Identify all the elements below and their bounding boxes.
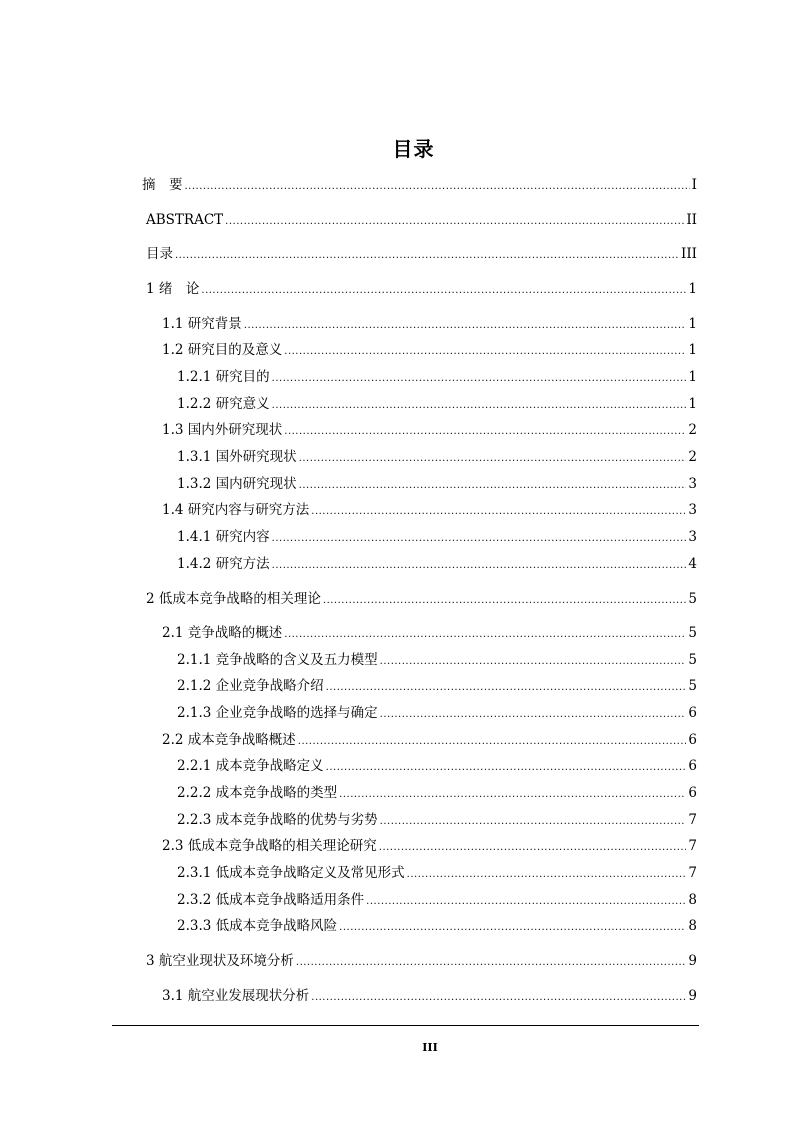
dot-leader xyxy=(380,706,687,724)
dot-leader xyxy=(339,786,686,804)
toc-entry-label: 2.1.1 竞争战略的含义及五力模型 xyxy=(177,652,378,668)
toc-entry-label: 1.3.1 国外研究现状 xyxy=(177,449,297,465)
toc-entry-page: 5 xyxy=(688,591,697,607)
dot-leader xyxy=(326,759,687,777)
toc-entry-1-4-2[interactable] xyxy=(177,555,697,575)
toc-entry-page: 6 xyxy=(688,785,697,801)
toc-entry-1-4[interactable] xyxy=(162,501,697,521)
toc-entry-page: 1 xyxy=(688,281,697,297)
toc-entry-label: 1.2.1 研究目的 xyxy=(177,369,270,385)
dot-leader xyxy=(201,282,686,300)
toc-entry-1-3[interactable] xyxy=(162,421,697,441)
toc-entry-label: 3.1 航空业发展现状分析 xyxy=(162,988,310,1004)
dot-leader xyxy=(323,592,687,610)
toc-entry-2-1-1[interactable] xyxy=(177,651,697,671)
toc-entry-2-1-3[interactable] xyxy=(177,704,697,724)
toc-entry-page: 7 xyxy=(688,812,697,828)
toc-entry-page: 2 xyxy=(688,422,697,438)
toc-entry-label: 1.4.1 研究内容 xyxy=(177,529,270,545)
toc-entry-page: I xyxy=(691,177,697,193)
toc-entry-page: 1 xyxy=(688,369,697,385)
toc-entry-label: 2.3.3 低成本竞争战略风险 xyxy=(177,918,338,934)
toc-entry-2-1-2[interactable] xyxy=(177,677,697,697)
toc-entry-contents[interactable] xyxy=(146,245,697,265)
toc-entry-2-2-3[interactable] xyxy=(177,811,697,831)
toc-entry-2-3-1[interactable] xyxy=(177,864,697,884)
dot-leader xyxy=(311,503,686,521)
toc-entry-page: 1 xyxy=(688,396,697,412)
dot-leader xyxy=(272,397,687,415)
toc-entry-page: 6 xyxy=(688,758,697,774)
toc-entry-label: 1.2.2 研究意义 xyxy=(177,396,270,412)
toc-entry-label: 1.2 研究目的及意义 xyxy=(162,342,283,358)
toc-entry-1-1[interactable] xyxy=(162,315,697,335)
dot-leader xyxy=(244,317,687,335)
toc-entry-1-2-2[interactable] xyxy=(177,395,697,415)
toc-entry-label: 2.1.2 企业竞争战略介绍 xyxy=(177,678,324,694)
toc-entry-ch2[interactable] xyxy=(146,590,697,610)
toc-entry-page: III xyxy=(681,246,697,262)
toc-entry-label: 2.3 低成本竞争战略的相关理论研究 xyxy=(162,838,377,854)
toc-entry-label: 1.4.2 研究方法 xyxy=(177,556,270,572)
toc-entry-page: 1 xyxy=(688,342,697,358)
toc-entry-label: 1.3.2 国内研究现状 xyxy=(177,476,297,492)
toc-entry-abstract-cn[interactable] xyxy=(142,176,697,196)
toc-entry-label: 2.1.3 企业竞争战略的选择与确定 xyxy=(177,705,378,721)
toc-entry-label: 2.2 成本竞争战略概述 xyxy=(162,732,296,748)
toc-entry-page: 3 xyxy=(688,502,697,518)
toc-entry-ch3[interactable] xyxy=(146,952,697,972)
dot-leader xyxy=(284,626,686,644)
toc-entry-page: 9 xyxy=(688,953,697,969)
dot-leader xyxy=(311,989,686,1007)
toc-entry-page: 5 xyxy=(688,625,697,641)
dot-leader xyxy=(284,423,686,441)
toc-entry-2-1[interactable] xyxy=(162,624,697,644)
toc-entry-label: 1.4 研究内容与研究方法 xyxy=(162,502,310,518)
toc-entry-2-3-3[interactable] xyxy=(177,917,697,937)
toc-entry-page: 9 xyxy=(688,988,697,1004)
dot-leader xyxy=(284,343,686,361)
dot-leader xyxy=(299,477,687,495)
toc-entry-page: 5 xyxy=(688,678,697,694)
toc-entry-2-3[interactable] xyxy=(162,837,697,857)
dot-leader xyxy=(326,679,687,697)
toc-entry-page: 7 xyxy=(688,865,697,881)
toc-entry-label: 3 航空业现状及环境分析 xyxy=(146,953,294,969)
toc-entry-page: 5 xyxy=(688,652,697,668)
toc-entry-3-1[interactable] xyxy=(162,987,697,1007)
toc-entry-label: 2.2.2 成本竞争战略的类型 xyxy=(177,785,338,801)
toc-entry-2-2-2[interactable] xyxy=(177,784,697,804)
toc-entry-1-2-1[interactable] xyxy=(177,368,697,388)
toc-entry-label: ABSTRACT xyxy=(146,212,224,228)
dot-leader xyxy=(298,733,687,751)
toc-entry-1-2[interactable] xyxy=(162,341,697,361)
toc-entry-page: II xyxy=(686,212,697,228)
dot-leader xyxy=(296,954,687,972)
toc-entry-label: 2.2.3 成本竞争战略的优势与劣势 xyxy=(177,812,378,828)
toc-entry-1-3-1[interactable] xyxy=(177,448,697,468)
toc-entry-1-3-2[interactable] xyxy=(177,475,697,495)
toc-entry-page: 3 xyxy=(688,476,697,492)
toc-entry-label: 摘 要 xyxy=(142,177,183,193)
dot-leader xyxy=(380,813,687,831)
toc-entry-2-3-2[interactable] xyxy=(177,891,697,911)
footer-divider xyxy=(112,1025,699,1026)
footer-page-number: III xyxy=(422,1041,438,1054)
dot-leader xyxy=(379,839,687,857)
toc-entry-page: 1 xyxy=(688,316,697,332)
toc-entry-2-2-1[interactable] xyxy=(177,757,697,777)
toc-entry-ch1[interactable] xyxy=(146,280,697,300)
toc-entry-label: 1.3 国内外研究现状 xyxy=(162,422,283,438)
toc-entry-label: 2 低成本竞争战略的相关理论 xyxy=(146,591,321,607)
toc-entry-abstract-en[interactable] xyxy=(146,211,697,231)
page-title: 目录 xyxy=(392,137,435,161)
toc-entry-page: 2 xyxy=(688,449,697,465)
toc-entry-label: 目录 xyxy=(146,246,173,262)
dot-leader xyxy=(272,370,687,388)
toc-entry-page: 7 xyxy=(688,838,697,854)
dot-leader xyxy=(380,653,687,671)
toc-entry-label: 2.1 竞争战略的概述 xyxy=(162,625,283,641)
toc-entry-page: 6 xyxy=(688,705,697,721)
toc-entry-page: 4 xyxy=(688,556,697,572)
dot-leader xyxy=(299,450,687,468)
toc-entry-label: 1.1 研究背景 xyxy=(162,316,242,332)
dot-leader xyxy=(272,557,687,575)
dot-leader xyxy=(225,213,684,231)
dot-leader xyxy=(366,893,686,911)
dot-leader xyxy=(272,530,687,548)
toc-entry-label: 1 绪 论 xyxy=(146,281,200,297)
toc-entry-2-2[interactable] xyxy=(162,731,697,751)
toc-entry-page: 6 xyxy=(688,732,697,748)
toc-entry-label: 2.3.1 低成本竞争战略定义及常见形式 xyxy=(177,865,405,881)
dot-leader xyxy=(407,866,687,884)
dot-leader xyxy=(185,178,690,196)
toc-entry-label: 2.3.2 低成本竞争战略适用条件 xyxy=(177,892,365,908)
toc-entry-label: 2.2.1 成本竞争战略定义 xyxy=(177,758,324,774)
dot-leader xyxy=(175,247,679,265)
dot-leader xyxy=(339,919,686,937)
toc-entry-page: 8 xyxy=(688,918,697,934)
toc-entry-page: 8 xyxy=(688,892,697,908)
toc-entry-1-4-1[interactable] xyxy=(177,528,697,548)
toc-entry-page: 3 xyxy=(688,529,697,545)
